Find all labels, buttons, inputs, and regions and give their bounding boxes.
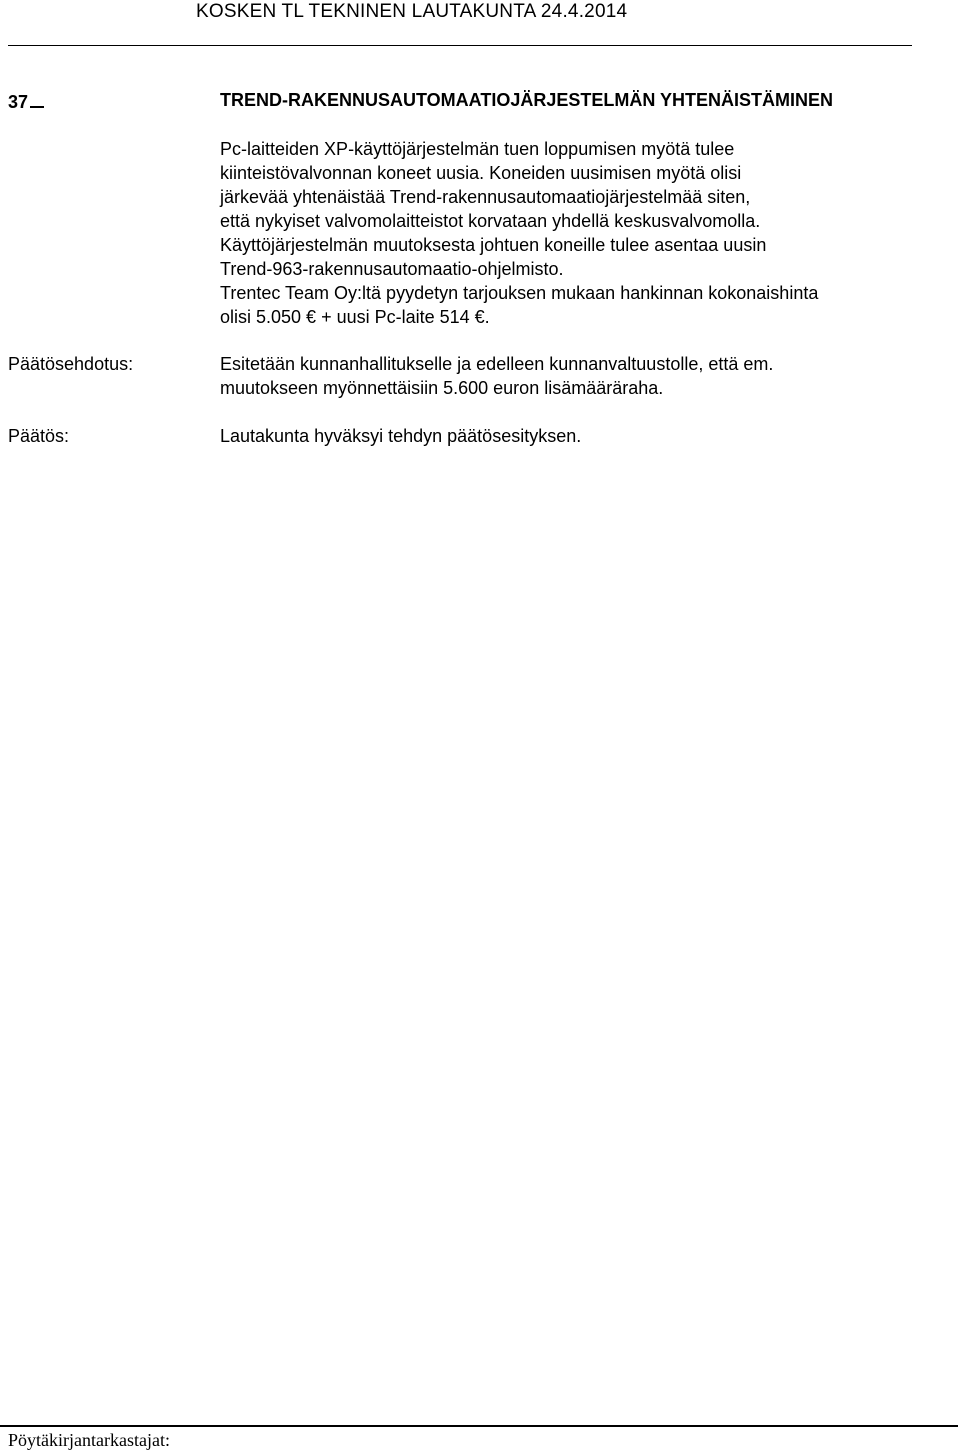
header-divider xyxy=(8,45,912,46)
paragraph-line: Trentec Team Oy:ltä pyydetyn tarjouksen mukaan hankinnan kokonaishinta xyxy=(220,283,819,303)
decision-text xyxy=(220,424,940,448)
footer-divider xyxy=(0,1425,958,1427)
decision-line: Lautakunta hyväksyi tehdyn päätösesityksen. xyxy=(220,426,582,446)
paragraph-line: kiinteistövalvonnan koneet uusia. Koneiden uusimisen myötä olisi xyxy=(220,163,742,183)
paragraph-line: Trend-963-rakennusautomaatio-ohjelmisto. xyxy=(220,259,564,279)
section-number-underline xyxy=(30,90,44,108)
paragraph-line: että nykyiset valvomolaitteistot korvataan yhdellä keskusvalvomolla. xyxy=(220,211,761,231)
proposal-label: Päätösehdotus: xyxy=(8,354,134,374)
proposal-line: Esitetään kunnanhallitukselle ja edelleen kunnanvaltuustolle, että em. xyxy=(220,354,774,374)
section-number xyxy=(8,90,44,113)
footer-reviewers-label: Pöytäkirjantarkastajat: xyxy=(8,1430,170,1450)
section-number-value: 37 xyxy=(8,92,29,112)
document-header-title: KOSKEN TL TEKNINEN LAUTAKUNTA 24.4.2014 xyxy=(196,1,628,22)
paragraph-line: järkevää yhtenäistää Trend-rakennusautomaatiojärjestelmää siten, xyxy=(220,187,751,207)
paragraph-line: Pc-laitteiden XP-käyttöjärjestelmän tuen loppumisen myötä tulee xyxy=(220,139,735,159)
section-paragraph xyxy=(220,137,940,329)
paragraph-line: Käyttöjärjestelmän muutoksesta johtuen koneille tulee asentaa uusin xyxy=(220,235,767,255)
section-title: TREND-RAKENNUSAUTOMAATIOJÄRJESTELMÄN YHTENÄISTÄMINEN xyxy=(220,90,834,110)
decision-label: Päätös: xyxy=(8,426,70,446)
paragraph-line: olisi 5.050 € + uusi Pc-laite 514 €. xyxy=(220,307,490,327)
proposal-text xyxy=(220,352,940,400)
proposal-line: muutokseen myönnettäisiin 5.600 euron lisämääräraha. xyxy=(220,378,664,398)
